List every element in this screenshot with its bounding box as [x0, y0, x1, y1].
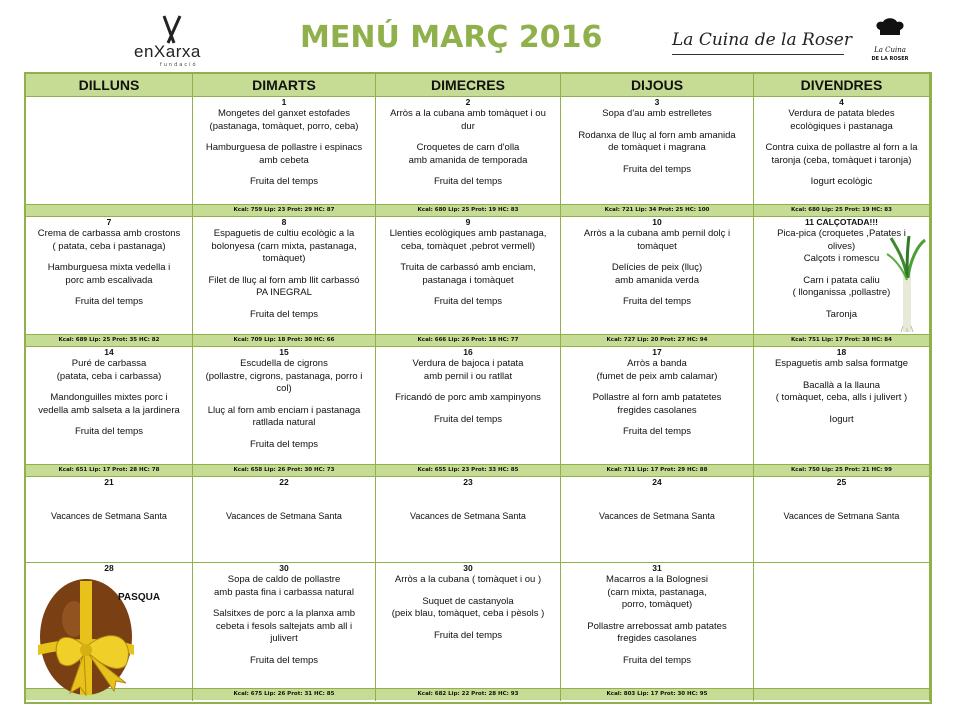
enxarxa-x-icon: [128, 14, 220, 44]
nutrition-info: Kcal: 709 Lip: 18 Prot: 30 HC: 66: [193, 335, 376, 347]
menu-line: Iogurt: [829, 413, 854, 425]
menu-line: Filet de lluç al forn amb llit carbassó: [208, 274, 360, 286]
nutrition-row: [26, 334, 930, 346]
spacer: [757, 371, 926, 380]
menu-line: (peix blau, tomàquet, ceba i pèsols ): [391, 608, 545, 619]
menu-line: Rodanxa de lluç al forn amb amanida: [578, 129, 736, 141]
nutrition-info: Kcal: 751 Lip: 17 Prot: 38 HC: 84: [754, 335, 930, 347]
cuina-roser-logo-text: La Cuina de la Roser: [672, 30, 852, 50]
menu-line: Mongetes del ganxet estofades: [217, 108, 351, 119]
day-number: 7: [106, 217, 112, 227]
menu-line: Llenties ecològiques amb pastanaga,: [389, 228, 547, 239]
spacer: [196, 430, 372, 439]
spacer: [379, 287, 557, 296]
menu-line: Pollastre al forn amb patatetes: [592, 392, 722, 403]
day-number: 3: [654, 97, 660, 107]
spacer: [564, 121, 750, 130]
menu-line: amb amanida verda: [615, 274, 699, 286]
menu-line: Fruita del temps: [433, 629, 503, 641]
day-cell: [754, 563, 930, 688]
spacer: [379, 621, 557, 630]
nutrition-row: [26, 464, 930, 476]
menu-line: de tomàquet i magrana: [608, 142, 706, 153]
day-number: 28: [104, 563, 114, 573]
menu-line: (pollastre, cigrons, pastanaga, porro i: [205, 370, 363, 382]
nutrition-info: Kcal: 689 Lip: 25 Prot: 35 HC: 82: [26, 335, 193, 347]
day-number: 2: [465, 97, 471, 107]
nutrition-info: Kcal: 721 Lip: 34 Prot: 25 HC: 100: [561, 205, 754, 217]
day-number: 30: [463, 563, 473, 573]
menu-line: cebeta i fesols saltejats amb all i: [215, 620, 353, 632]
menu-line: Fruita del temps: [622, 296, 692, 307]
menu-line: Pica-pica (croquetes ,Patates i: [777, 228, 906, 239]
menu-line: Puré de carbassa: [71, 358, 147, 369]
day-header-3: DIJOUS: [561, 74, 754, 96]
menu-line: Fruita del temps: [622, 163, 692, 175]
cuina-roser-logo: [672, 30, 852, 64]
menu-line: Fruita del temps: [249, 176, 319, 187]
menu-line: julivert: [270, 633, 298, 644]
holiday-text: Vacances de Setmana Santa: [410, 511, 526, 521]
menu-line: porro, tomàquet): [621, 599, 693, 610]
menu-line: Verdura de patata bledes: [788, 108, 895, 119]
day-cell: [26, 217, 193, 334]
week-row: [26, 476, 930, 562]
day-cell: [193, 217, 376, 334]
day-cell: [754, 347, 930, 464]
menu-line: Suquet de castanyola: [422, 595, 514, 607]
menu-line: Fruita del temps: [74, 296, 144, 307]
menu-line: Fruita del temps: [433, 296, 503, 307]
nutrition-info: Kcal: 759 Lip: 23 Prot: 29 HC: 87: [193, 205, 376, 217]
holiday-text: Vacances de Setmana Santa: [599, 511, 715, 521]
nutrition-info: Kcal: 651 Lip: 17 Prot: 28 HC: 78: [26, 465, 193, 477]
pasqua-label: PASQUA: [118, 592, 161, 603]
day-number: 30: [279, 563, 289, 573]
menu-line: Fruita del temps: [433, 413, 503, 425]
spacer: [196, 133, 372, 142]
spacer: [379, 167, 557, 176]
spacer: [564, 612, 750, 621]
menu-line: (pastanaga, tomàquet, porro, ceba): [209, 120, 359, 132]
menu-line: tomàquet): [262, 253, 306, 264]
menu-line: Arròs a la cubana ( tomàquet i ou ): [394, 574, 542, 585]
menu-line: ecològiques i pastanaga: [790, 120, 893, 132]
day-number: 18: [836, 347, 847, 357]
day-number: 15: [279, 347, 289, 357]
spacer: [379, 587, 557, 596]
day-number: 24: [652, 477, 662, 487]
nutrition-info: [754, 689, 930, 701]
week-row: [26, 346, 930, 464]
spacer: [564, 646, 750, 655]
day-cell: [561, 477, 754, 562]
spacer: [29, 253, 189, 262]
menu-line: (carn mixta, pastanaga,: [607, 586, 707, 598]
day-cell: [376, 477, 561, 562]
day-cell: [26, 347, 193, 464]
spacer: [379, 253, 557, 262]
menu-line: PA INEGRAL: [256, 287, 312, 298]
spacer: [29, 383, 189, 392]
spacer: [196, 266, 372, 275]
menu-line: Macarros a la Bolognesi: [606, 574, 708, 585]
menu-line: ( tomàquet, ceba, alls i julivert ): [775, 392, 908, 403]
menu-line: col): [276, 383, 292, 394]
nutrition-info: Kcal: 675 Lip: 26 Prot: 31 HC: 85: [193, 689, 376, 701]
spacer: [757, 405, 926, 414]
spacer: [379, 383, 557, 392]
menu-line: Arròs a la cubana amb pernil dolç i: [583, 228, 731, 239]
menu-line: Fruita del temps: [622, 654, 692, 666]
nutrition-info: Kcal: 727 Lip: 20 Prot: 27 HC: 94: [561, 335, 754, 347]
day-header-0: DILLUNS: [26, 74, 193, 96]
day-cell: [561, 217, 754, 334]
menu-line: (fumet de peix amb calamar): [596, 370, 718, 382]
day-number: 4: [839, 97, 844, 107]
day-number: 1: [281, 97, 287, 107]
holiday-text: Vacances de Setmana Santa: [226, 511, 342, 521]
menu-line: Fricandó de porc amb xampinyons: [395, 392, 541, 403]
menu-line: Lluç al forn amb enciam i pastanaga: [207, 404, 361, 416]
menu-line: ( patata, ceba i pastanaga): [52, 240, 166, 252]
menu-line: Pollastre arrebossat amb patates: [587, 620, 727, 632]
nutrition-info: Kcal: 750 Lip: 25 Prot: 21 HC: 99: [754, 465, 930, 477]
menu-line: amb pasta fina i carbassa natural: [214, 586, 354, 598]
spacer: [29, 287, 189, 296]
menu-line: Fruita del temps: [74, 426, 144, 437]
menu-line: Hamburguesa de pollastre i espinacs: [205, 142, 363, 153]
menu-line: Fruita del temps: [249, 654, 319, 666]
day-number: 10: [652, 217, 662, 227]
menu-line: dur: [461, 120, 475, 132]
menu-line: porc amb escalivada: [65, 274, 153, 286]
day-cell: [376, 217, 561, 334]
menu-line: Hamburguesa mixta vedella i: [47, 262, 171, 273]
menu-line: Truita de carbassó amb enciam,: [400, 262, 536, 273]
day-header-4: DIVENDRES: [754, 74, 930, 96]
day-cell: [754, 97, 930, 204]
week-row: [26, 96, 930, 204]
menu-line: fregides casolanes: [617, 633, 697, 644]
menu-line: (patata, ceba i carbassa): [56, 370, 162, 382]
chef-logo-subtext: DE LA ROSER: [871, 56, 909, 62]
nutrition-info: Kcal: 655 Lip: 23 Prot: 33 HC: 85: [376, 465, 561, 477]
nutrition-info: Kcal: 680 Lip: 25 Prot: 19 HC: 83: [754, 205, 930, 217]
menu-line: Espaguetis amb salsa formatge: [774, 358, 909, 369]
spacer: [29, 417, 189, 426]
enxarxa-logo: [128, 14, 220, 68]
menu-line: vedella amb salseta a la jardinera: [38, 404, 180, 416]
logo-underline: [672, 54, 844, 55]
nutrition-info: Kcal: 682 Lip: 22 Prot: 28 HC: 93: [376, 689, 561, 701]
day-cell: [26, 97, 193, 204]
menu-line: ceba, tomàquet ,pebrot vermell): [400, 240, 536, 252]
chef-logo-text: La Cuina: [874, 46, 906, 54]
menu-line: fregides casolanes: [617, 404, 697, 416]
spacer: [757, 133, 926, 142]
menu-line: olives): [827, 240, 856, 252]
spacer: [564, 383, 750, 392]
menu-line: Carn i patata caliu: [803, 274, 880, 286]
holiday-text: Vacances de Setmana Santa: [51, 511, 167, 521]
menu-line: pastanaga i tomàquet: [422, 274, 514, 286]
nutrition-row: [26, 204, 930, 216]
nutrition-info: Kcal: 803 Lip: 17 Prot: 30 HC: 95: [561, 689, 754, 701]
enxarxa-logo-tagline: fundació: [160, 62, 198, 68]
day-number: 21: [104, 477, 114, 487]
menu-line: bolonyesa (carn mixta, pastanaga,: [211, 240, 357, 252]
enxarxa-logo-text: enXarxa: [134, 42, 201, 61]
week-row: [26, 216, 930, 334]
menu-line: Fruita del temps: [433, 176, 503, 187]
menu-line: Salsitxes de porc a la planxa amb: [212, 608, 356, 619]
day-number: 25: [836, 477, 847, 487]
menu-line: amb cebeta: [259, 154, 309, 166]
day-header-1: DIMARTS: [193, 74, 376, 96]
menu-line: Calçots i romescu: [803, 253, 880, 264]
menu-line: Croquetes de carn d'olla: [416, 142, 520, 153]
spacer: [564, 417, 750, 426]
day-cell: [26, 477, 193, 562]
menu-line: Escudella de cigrons: [240, 358, 328, 369]
spacer: [196, 167, 372, 176]
day-cell: [754, 477, 930, 562]
menu-line: Arròs a la cubana amb tomàquet i ou: [390, 108, 546, 119]
menu-line: Mandonguilles mixtes porc i: [50, 392, 168, 403]
day-number: 17: [652, 347, 662, 357]
day-number: 14: [104, 347, 114, 357]
spacer: [757, 167, 926, 176]
menu-line: tomàquet: [637, 240, 677, 252]
day-cell: [561, 97, 754, 204]
day-number: 31: [652, 563, 662, 573]
menu-line: Arròs a banda: [627, 358, 687, 369]
menu-line: Fruita del temps: [249, 308, 319, 320]
spacer: [196, 599, 372, 608]
day-cell: [561, 347, 754, 464]
spacer: [564, 155, 750, 164]
spacer: [379, 405, 557, 414]
chef-hat-logo: [866, 18, 914, 66]
menu-line: amb pernil i ou ratllat: [423, 370, 513, 382]
day-cell: [376, 347, 561, 464]
day-number: 22: [279, 477, 289, 487]
menu-line: Fruita del temps: [622, 426, 692, 437]
nutrition-info: Kcal: 680 Lip: 25 Prot: 19 HC: 83: [376, 205, 561, 217]
nutrition-info: Kcal: 658 Lip: 26 Prot: 30 HC: 73: [193, 465, 376, 477]
menu-line: taronja (ceba, tomàquet i taronja): [771, 154, 912, 166]
day-cell: [193, 563, 376, 688]
day-cell: [193, 347, 376, 464]
menu-line: Bacallà a la llauna: [802, 379, 881, 391]
day-number: 11 CALÇOTADA!!!: [804, 217, 879, 227]
day-number: 16: [463, 347, 473, 357]
day-cell: [193, 97, 376, 204]
menu-line: Crema de carbassa amb crostons: [37, 228, 181, 239]
menu-line: Verdura de bajoca i patata: [412, 358, 524, 369]
menu-line: Taronja: [825, 308, 858, 320]
day-cell: [376, 563, 561, 688]
day-cell: [193, 477, 376, 562]
menu-line: Delícies de peix (lluç): [611, 262, 703, 273]
spacer: [379, 133, 557, 142]
menu-line: ratllada natural: [252, 417, 316, 428]
page-header: [0, 0, 960, 68]
holiday-text: Vacances de Setmana Santa: [783, 511, 900, 521]
spacer: [564, 287, 750, 296]
day-header-2: DIMECRES: [376, 74, 561, 96]
menu-line: Fruita del temps: [249, 438, 319, 450]
spacer: [196, 646, 372, 655]
calcot-icon: [885, 236, 930, 332]
spacer: [196, 300, 372, 309]
day-cell: [561, 563, 754, 688]
day-number: 23: [463, 477, 473, 487]
page-title: MENÚ MARÇ 2016: [300, 20, 603, 55]
menu-line: Iogurt ecològic: [810, 176, 873, 187]
day-cell: [376, 97, 561, 204]
menu-line: Sopa d'au amb estrelletes: [602, 108, 712, 119]
nutrition-info: Kcal: 711 Lip: 17 Prot: 29 HC: 88: [561, 465, 754, 477]
day-number: 9: [465, 217, 471, 227]
menu-line: Espaguetis de cultiu ecològic a la: [213, 228, 355, 239]
menu-line: amb amanida de temporada: [408, 154, 528, 166]
day-number: 8: [281, 217, 287, 227]
spacer: [196, 396, 372, 405]
menu-line: Contra cuixa de pollastre al forn a la: [765, 142, 918, 153]
menu-line: Sopa de caldo de pollastre: [227, 574, 341, 585]
menu-line: ( llonganissa ,pollastre): [792, 287, 891, 298]
spacer: [564, 253, 750, 262]
chef-hat-icon: [874, 18, 906, 40]
nutrition-info: Kcal: 666 Lip: 26 Prot: 18 HC: 77: [376, 335, 561, 347]
